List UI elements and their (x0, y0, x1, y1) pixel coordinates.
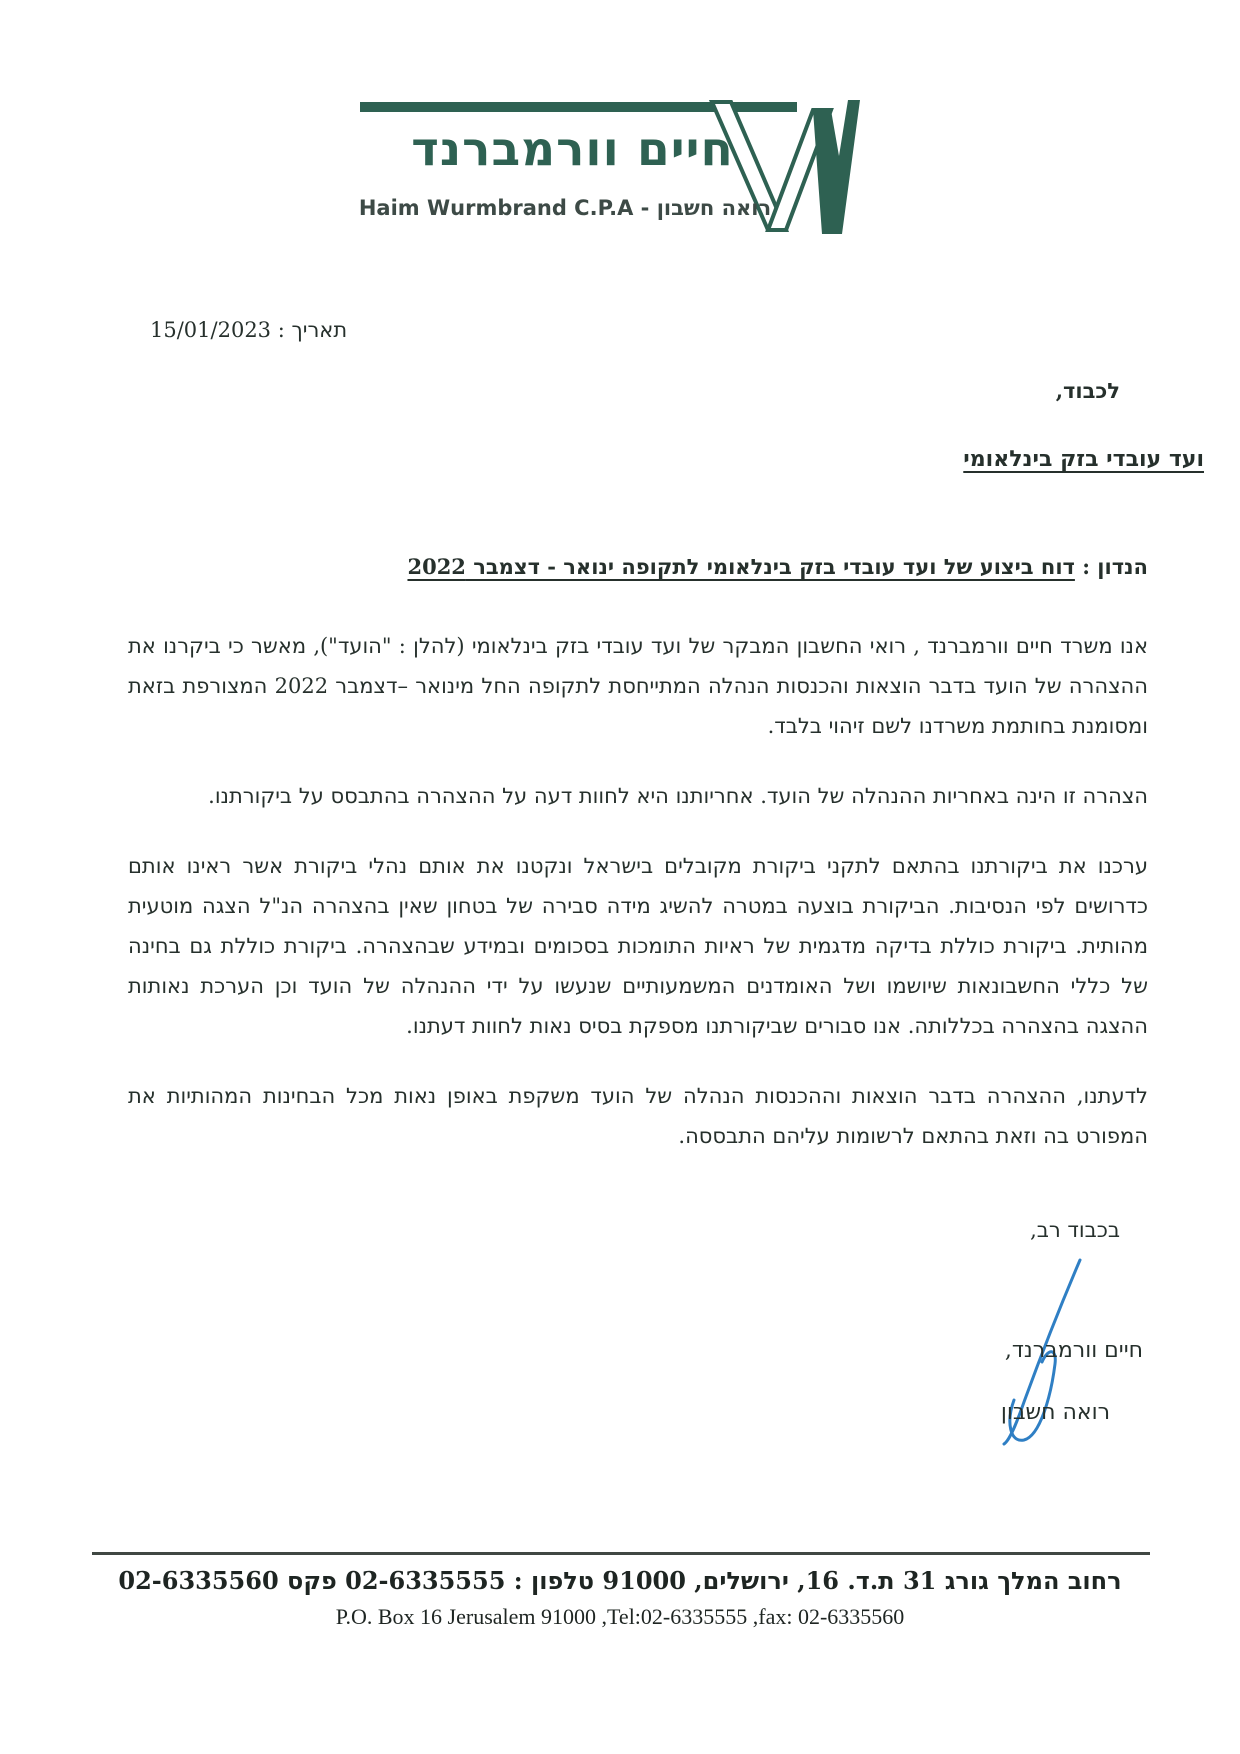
footer-address-hebrew: רחוב המלך גורג 31 ת.ד. 16, ירושלים, 91000 טלפון : 02-6335555 פקס 02-6335560 (118, 1566, 1122, 1595)
subject-text: דוח ביצוע של ועד עובדי בזק בינלאומי לתקופה ינואר - דצמבר 2022 (407, 554, 1075, 579)
logo-english-line: Haim Wurmbrand C.P.A - רואה חשבון (358, 196, 772, 220)
letterhead (0, 0, 1240, 260)
closing: בכבוד רב, (1030, 1218, 1120, 1242)
subject-label: הנדון : (1074, 554, 1148, 579)
subject-line (407, 554, 1148, 579)
footer-divider (92, 1552, 1150, 1555)
body-paragraph: ערכנו את ביקורתנו בהתאם לתקני ביקורת מקובלים בישראל ונקטנו את אותם נהלי ביקורת אשר ראינו אותם כדרושים לפי הנסיבות. הביקורת בוצעה במטרה להשיג מידה סבירה של בטחון שאין בהצהרה הנ"ל הצגה מוטעית מהותית. ביקורת כוללת בדיקה מדגמית של ראיות התומכות בסכומים ובמידע שבהצהרה. ביקורת כוללת גם בחינה של כללי החשבונאות שיושמו ושל האומדנים המשמעותיים שנעשו על ידי ההנהלה של הועד וכן הערכת נאותות ההצגה בהצהרה בכללותה. אנו סבורים שביקורתנו מספקת בסיס נאות לחוות דעתנו. (128, 854, 1148, 1038)
salutation: לכבוד, (1055, 378, 1120, 403)
body-paragraph: הצהרה זו הינה באחריות ההנהלה של הועד. אחריותנו היא לחוות דעה על ההצהרה בהתבסס על ביקורתנו. (208, 784, 1148, 808)
footer-address-english: P.O. Box 16 Jerusalem 91000 ,Tel:02-6335555 ,fax: 02-6335560 (335, 1604, 905, 1629)
date-line: תאריך : 15/01/2023 (150, 318, 348, 342)
addressee: ועד עובדי בזק בינלאומי (963, 446, 1204, 472)
logo-hebrew-name: חיים וורמברנד (411, 122, 734, 177)
signer-name: חיים וורמברנד, (1004, 1338, 1143, 1363)
letter-body (128, 626, 1148, 1186)
body-paragraph: אנו משרד חיים וורמברנד , רואי החשבון המבקר של ועד עובדי בזק בינלאומי (להלן : "הועד"), מאשר כי ביקרנו את ההצהרה של הועד בדבר הוצאות והכנסות הנהלה המתייחסת לתקופה החל מינואר –דצמבר 2022 המצורפת בזאת ומסומנת בחותמת משרדנו לשם זיהוי בלבד. (128, 634, 1148, 738)
signer-title: רואה חשבון (1000, 1400, 1110, 1425)
body-paragraph: לדעתנו, ההצהרה בדבר הוצאות וההכנסות הנהלה של הועד משקפת באופן נאות מכל הבחינות המהותיות את המפורט בה וזאת בהתאם לרשומות עליהם התבססה. (128, 1084, 1148, 1148)
